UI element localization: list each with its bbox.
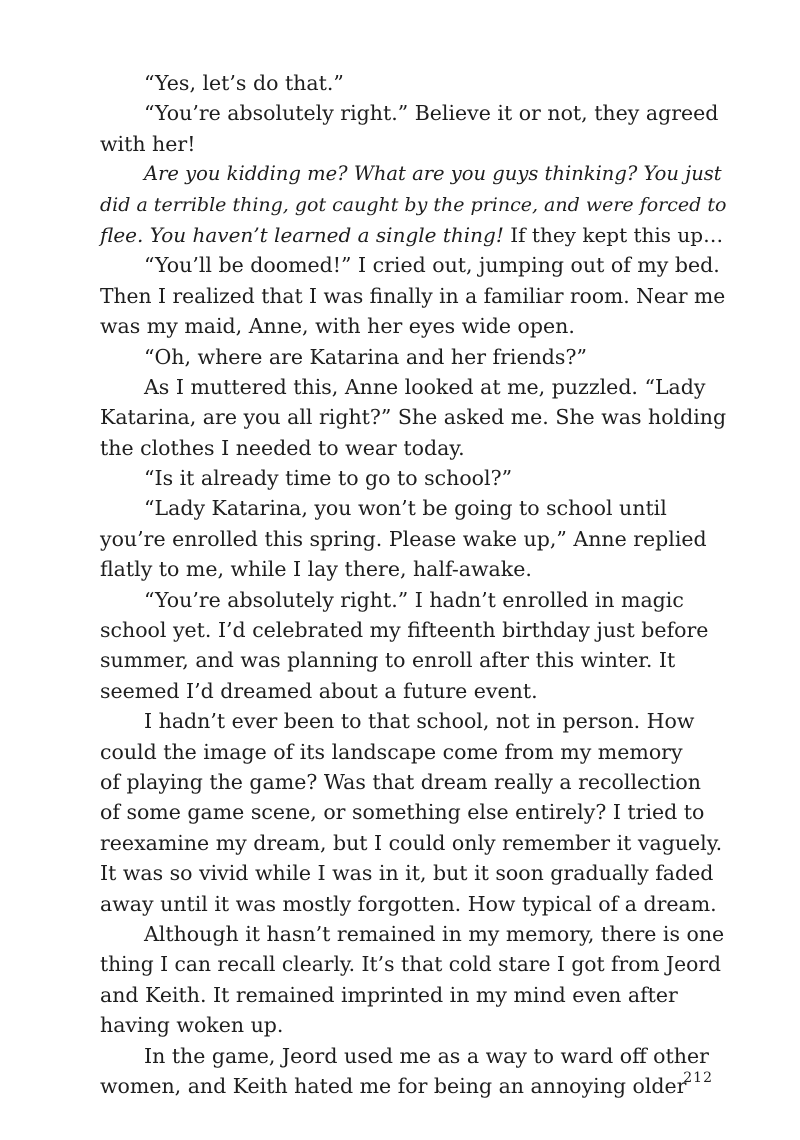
text-segment: and Keith. It remained imprinted in my mind even after [100,982,678,1007]
italic-text-segment: flee. You haven’t learned a single thing! [100,222,504,247]
text-line [100,706,728,736]
text-segment: Although it hasn’t remained in my memory, there is one [144,921,725,946]
text-segment: “You’re absolutely right.” Believe it or not, they agreed [144,101,719,126]
text-segment: “Oh, where are Katarina and her friends?” [144,344,587,369]
text-line [100,220,728,250]
text-segment: away until it was mostly forgotten. How typical of a dream. [100,891,717,916]
text-segment: As I muttered this, Anne looked at me, puzzled. “Lady [144,374,706,399]
text-segment: having woken up. [100,1013,284,1038]
text-line [100,342,728,372]
text-line [100,68,728,98]
text-line [100,159,728,189]
text-line [100,433,728,463]
text-segment: summer, and was planning to enroll after this winter. It [100,648,676,673]
italic-text-segment: did a terrible thing, got caught by the prince, and were forced to [100,193,727,216]
text-segment: was my maid, Anne, with her eyes wide open. [100,314,575,339]
text-segment: Then I realized that I was finally in a familiar room. Near me [100,283,726,308]
text-line [100,98,728,128]
text-line [100,281,728,311]
text-line [100,797,728,827]
text-segment: I hadn’t ever been to that school, not in person. How [144,709,695,734]
text-segment: of some game scene, or something else entirely? I tried to [100,800,705,825]
text-line [100,190,728,220]
text-segment: you’re enrolled this spring. Please wake up,” Anne replied [100,526,707,551]
text-line [100,949,728,979]
text-line [100,250,728,280]
text-segment: In the game, Jeord used me as a way to ward off other [144,1043,709,1068]
text-segment: could the image of its landscape come from my memory [100,739,683,764]
text-segment: “Lady Katarina, you won’t be going to school until [144,496,667,521]
text-line [100,402,728,432]
text-segment: school yet. I’d celebrated my fifteenth birthday just before [100,618,709,643]
text-line [100,554,728,584]
italic-text-segment: Are you kidding me? What are you guys thinking? You just [144,162,722,186]
text-segment: thing I can recall clearly. It’s that cold stare I got from Jeord [100,952,721,977]
text-segment: the clothes I needed to wear today. [100,435,465,460]
text-line [100,311,728,341]
body-text [100,68,728,1101]
text-line [100,615,728,645]
text-segment: Katarina, are you all right?” She asked me. She was holding [100,405,727,430]
text-line [100,737,728,767]
text-segment: “You’re absolutely right.” I hadn’t enrolled in magic [144,587,684,612]
text-line [100,828,728,858]
text-line [100,524,728,554]
text-segment: It was so vivid while I was in it, but it soon gradually faded [100,861,714,886]
text-line [100,645,728,675]
text-line [100,767,728,797]
text-line [100,919,728,949]
text-segment: flatly to me, while I lay there, half-awake. [100,557,532,582]
text-segment: “Yes, let’s do that.” [144,71,344,95]
text-line [100,1071,728,1101]
text-line [100,463,728,493]
text-segment: seemed I’d dreamed about a future event. [100,678,538,703]
text-line [100,1041,728,1071]
text-line [100,585,728,615]
text-line [100,129,728,159]
text-line [100,493,728,523]
text-line [100,372,728,402]
text-line [100,1010,728,1040]
text-segment: “You’ll be doomed!” I cried out, jumping out of my bed. [144,253,720,278]
text-segment: with her! [100,131,196,156]
text-segment: reexamine my dream, but I could only remember it vaguely. [100,830,723,855]
text-segment: women, and Keith hated me for being an annoying older [100,1073,687,1098]
text-segment: If they kept this up… [503,222,724,247]
text-line [100,858,728,888]
text-segment: of playing the game? Was that dream really a recollection [100,769,701,794]
text-line [100,980,728,1010]
text-line [100,889,728,919]
text-segment: “Is it already time to go to school?” [144,466,513,491]
page-number: 212 [683,1070,713,1086]
text-line [100,676,728,706]
